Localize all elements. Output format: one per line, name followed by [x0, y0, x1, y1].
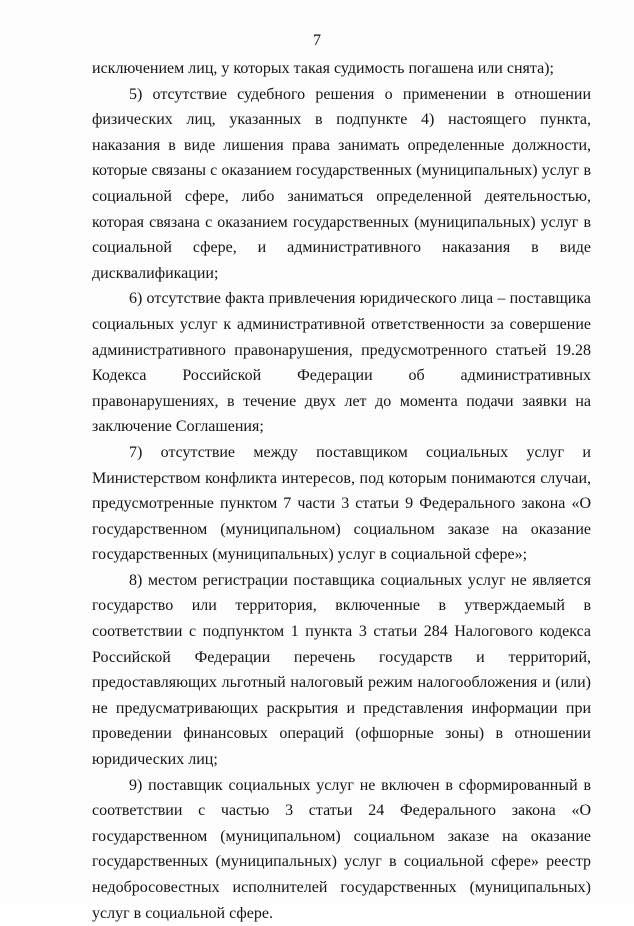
paragraph-item-6: 6) отсутствие факта привлечения юридического лица – поставщика социальных услуг к административной ответственности за совершение административного правонарушения, предусмотренного статьей 19.28 Кодекса Российской Федерации об административных правонарушениях, в течение двух лет до момента подачи заявки на заключение Соглашения;	[92, 290, 591, 436]
page-number: 7	[313, 32, 321, 49]
paragraph-item-8: 8) местом регистрации поставщика социальных услуг не является государство или территория, включенные в утверждаемый в соответствии с подпунктом 1 пункта 3 статьи 284 Налогового кодекса Российской Федерации перечень государств и территорий, предоставляющих льготный налоговый режим налогообложения и (или) не предусматривающих раскрытия и представления информации при проведении финансовых операций (офшорные зоны) в отношении юридических лиц;	[92, 571, 591, 769]
document-body	[92, 56, 591, 926]
paragraph-continuation: исключением лиц, у которых такая судимость погашена или снята);	[92, 60, 554, 77]
paragraph-item-9: 9) поставщик социальных услуг не включен в сформированный в соответствии с частью 3 статьи 24 Федерального закона «О государственном (муниципальном) социальном заказе на оказание государственных (муниципальных) услуг в социальной сфере» реестр недобросовестных исполнителей государственных (муниципальных) услуг в социальной сфере.	[92, 776, 591, 922]
paragraph-item-7: 7) отсутствие между поставщиком социальных услуг и Министерством конфликта интересов, под которым понимаются случаи, предусмотренные пунктом 7 части 3 статьи 9 Федерального закона «О государственном (муниципальном) социальном заказе на оказание государственных (муниципальных) услуг в социальной сфере»;	[92, 443, 591, 564]
paragraph-item-5: 5) отсутствие судебного решения о применении в отношении физических лиц, указанных в подпункте 4) настоящего пункта, наказания в виде лишения права занимать определенные должности, которые связаны с оказанием государственных (муниципальных) услуг в социальной сфере, либо заниматься определенной деятельностью, которая связана с оказанием государственных (муниципальных) услуг в социальной сфере, и административного наказания в виде дисквалификации;	[92, 85, 591, 282]
